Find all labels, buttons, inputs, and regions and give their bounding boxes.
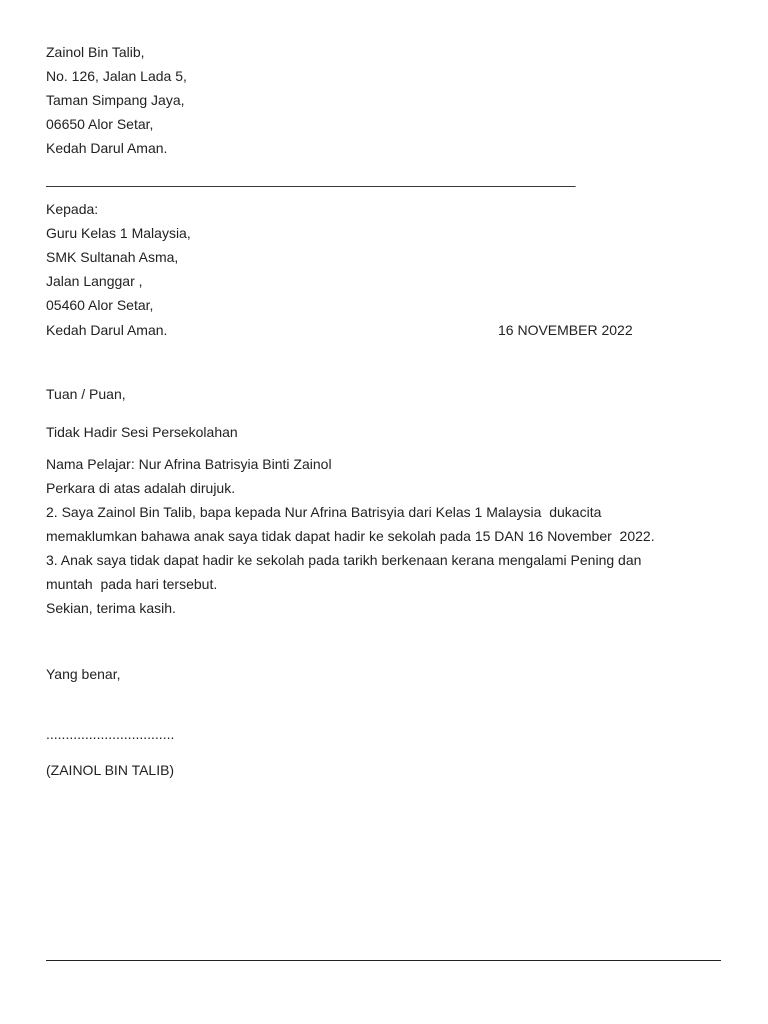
recipient-name: Guru Kelas 1 Malaysia, [46,225,191,241]
recipient-state: Kedah Darul Aman. [46,322,168,338]
recipient-street: Jalan Langgar , [46,273,143,289]
header-separator: ____________________________________________________________________ [46,171,576,187]
student-name-line: Nama Pelajar: Nur Afrina Batrisyia Binti Zainol [46,456,332,472]
closing-line: Sekian, terima kasih. [46,600,176,616]
sender-name: Zainol Bin Talib, [46,44,145,60]
signoff-label: Yang benar, [46,666,121,682]
recipient-school: SMK Sultanah Asma, [46,249,179,265]
reference-line: Perkara di atas adalah dirujuk. [46,480,236,496]
paragraph-2-line-1: 2. Saya Zainol Bin Talib, bapa kepada Nur Afrina Batrisyia dari Kelas 1 Malaysia dukacita [46,504,602,520]
letter-date: 16 NOVEMBER 2022 [498,322,633,338]
sender-address-line2: Taman Simpang Jaya, [46,92,185,108]
paragraph-3-line-1: 3. Anak saya tidak dapat hadir ke sekolah pada tarikh berkenaan kerana mengalami Pening dan [46,552,642,568]
salutation: Tuan / Puan, [46,386,126,402]
bottom-rule [46,960,721,961]
recipient-postcode-city: 05460 Alor Setar, [46,297,154,313]
sender-address-line1: No. 126, Jalan Lada 5, [46,68,187,84]
sender-postcode-city: 06650 Alor Setar, [46,116,154,132]
signature-line: ................................. [46,726,175,742]
signer-name: (ZAINOL BIN TALIB) [46,762,175,778]
recipient-label: Kepada: [46,201,99,217]
paragraph-2-line-2: memaklumkan bahawa anak saya tidak dapat hadir ke sekolah pada 15 DAN 16 November 2022. [46,528,655,544]
sender-state: Kedah Darul Aman. [46,140,168,156]
paragraph-3-line-2: muntah pada hari tersebut. [46,576,218,592]
subject: Tidak Hadir Sesi Persekolahan [46,424,238,440]
